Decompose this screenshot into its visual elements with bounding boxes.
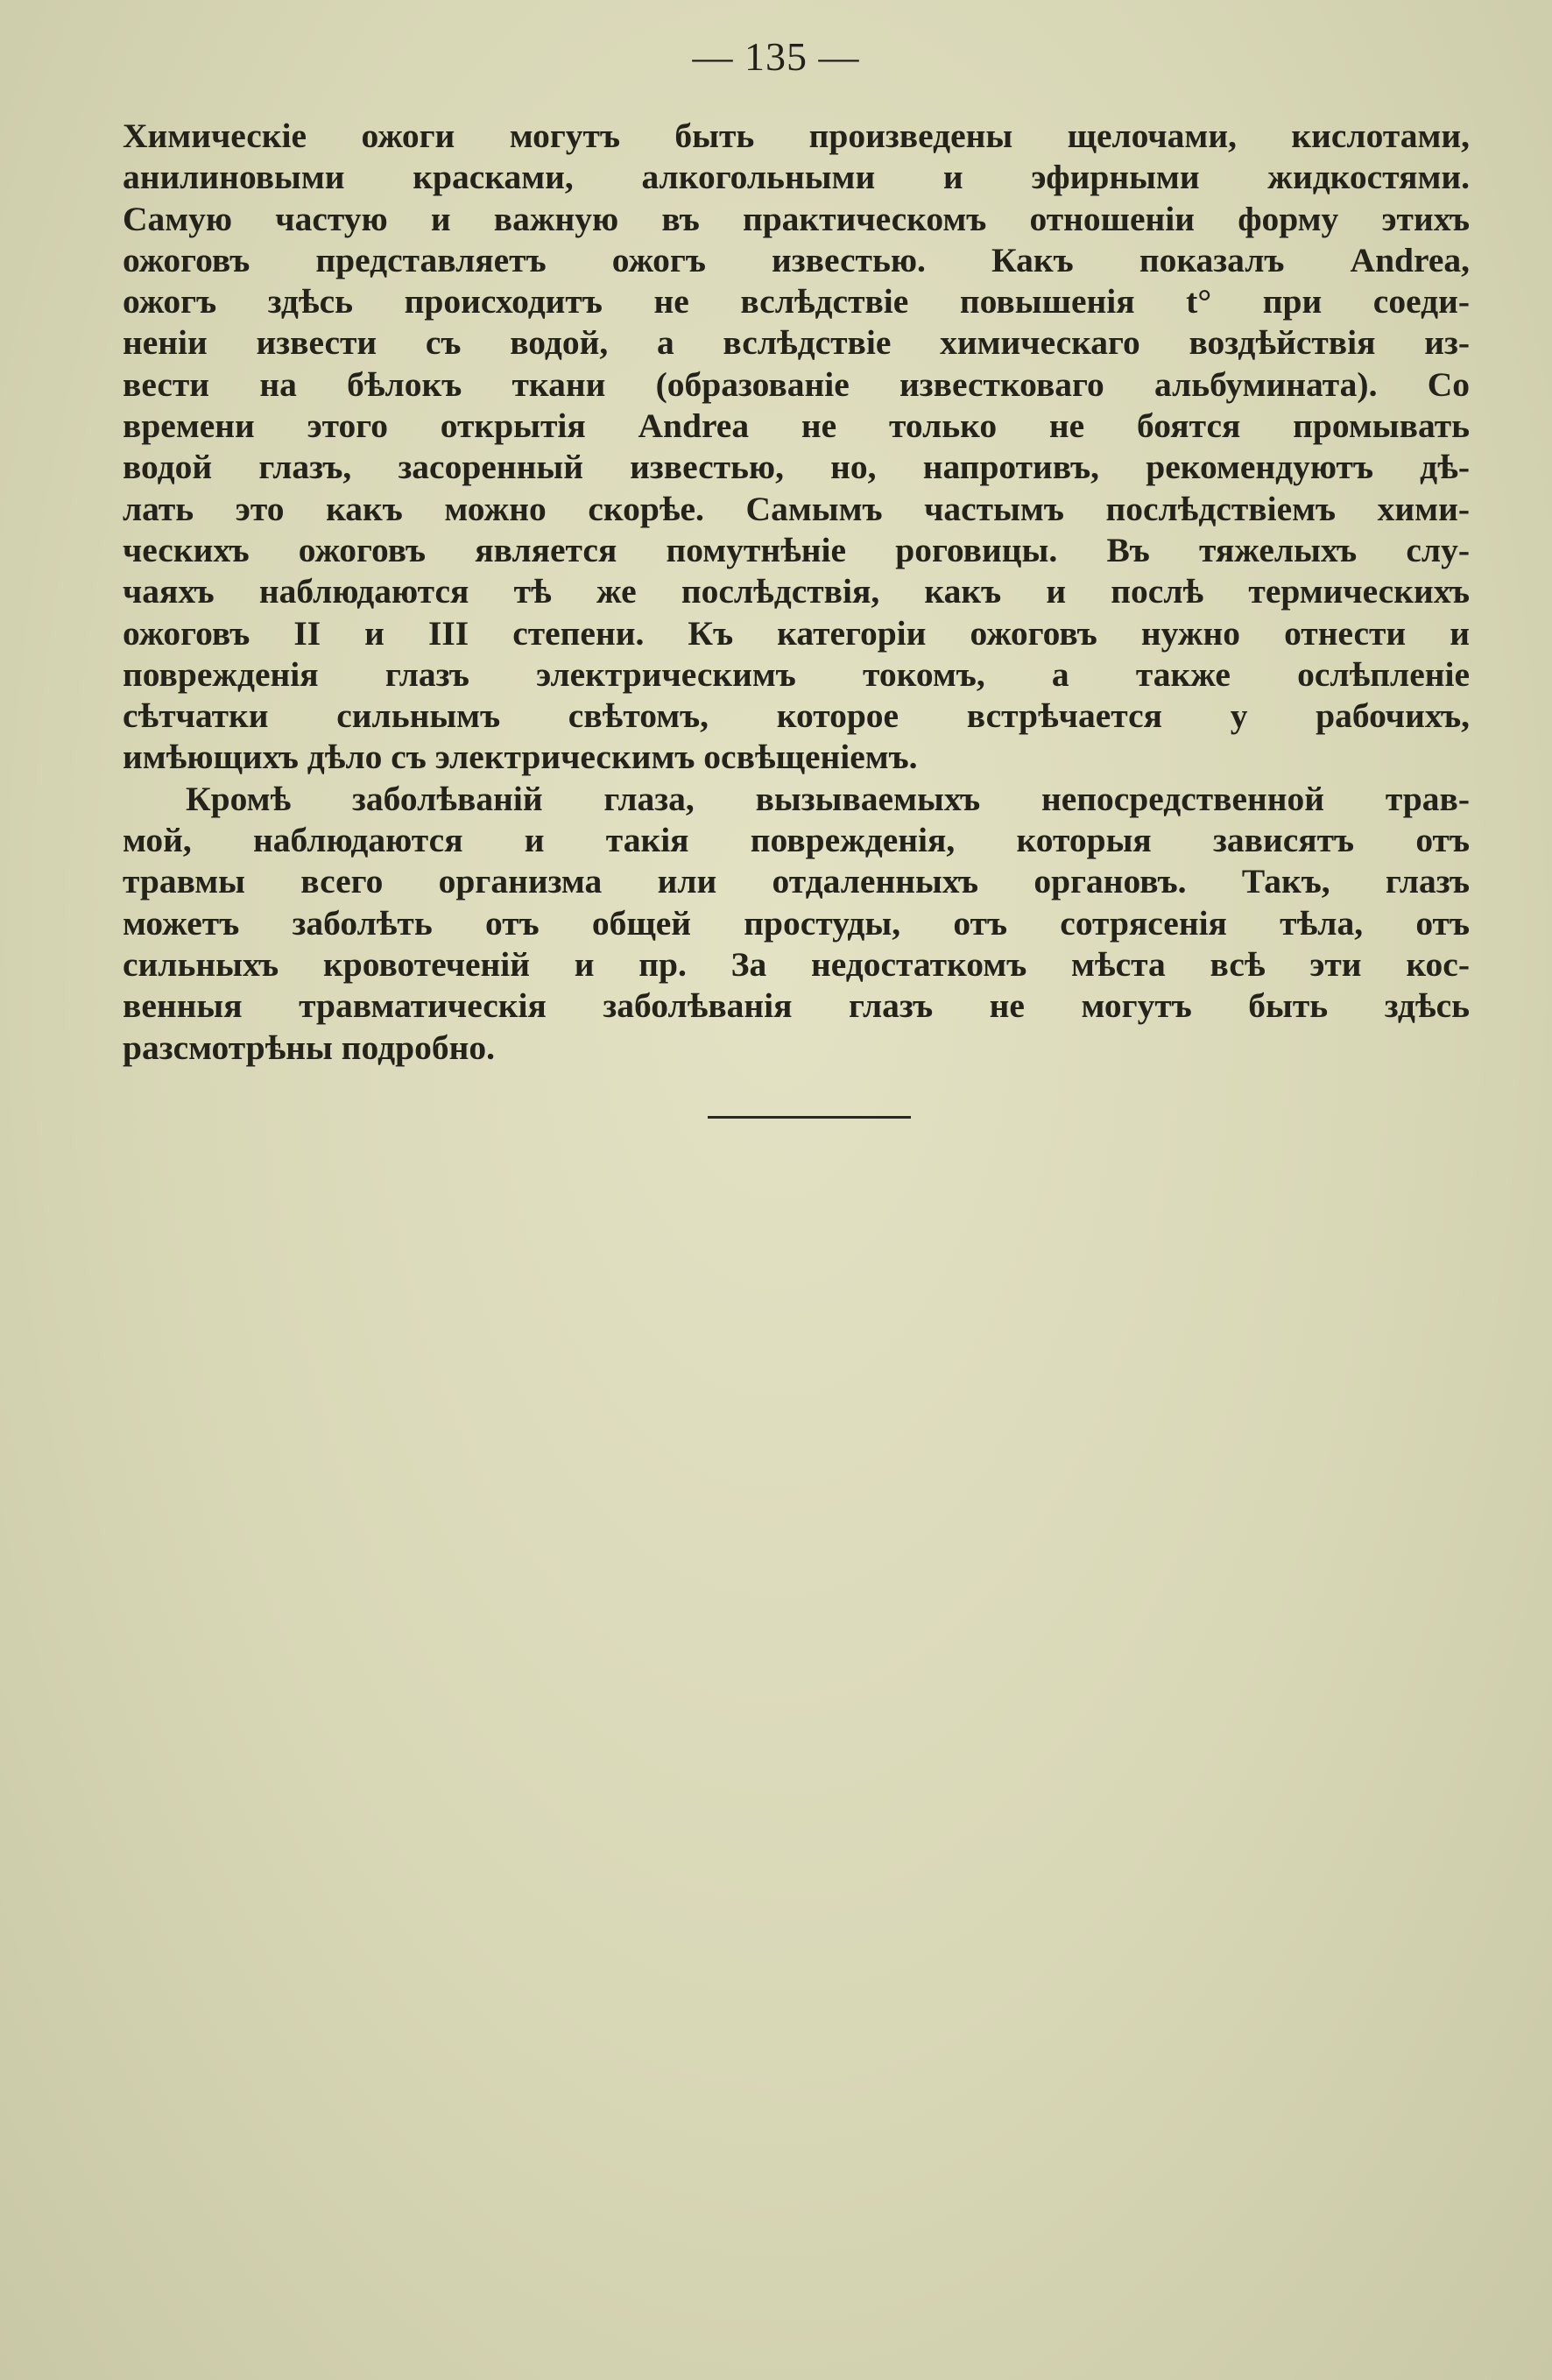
paragraph-indirect-trauma: [123, 779, 1470, 1069]
text-line: лать это какъ можно скорѣе. Самымъ частымъ послѣдствіемъ хими-: [123, 489, 1470, 528]
text-line: поврежденія глазъ электрическимъ токомъ, а также ослѣпленіе: [123, 654, 1470, 694]
text-line: Самую частую и важную въ практическомъ отношеніи форму этихъ: [123, 199, 1470, 238]
text-line: мой, наблюдаются и такія поврежденія, которыя зависятъ отъ: [123, 821, 1470, 860]
paragraph-chemical-burns: [123, 116, 1470, 779]
text-line: водой глазъ, засоренный известью, но, напротивъ, рекомендуютъ дѣ-: [123, 448, 1470, 487]
text-line: чаяхъ наблюдаются тѣ же послѣдствія, какъ и послѣ термическихъ: [123, 572, 1470, 611]
text-line: вести на бѣлокъ ткани (образованіе известковаго альбумината). Со: [123, 364, 1470, 404]
text-line: ческихъ ожоговъ является помутнѣніе роговицы. Въ тяжелыхъ слу-: [123, 530, 1470, 569]
text-line: можетъ заболѣть отъ общей простуды, отъ сотрясенія тѣла, отъ: [123, 903, 1470, 943]
section-end-rule: [708, 1116, 911, 1119]
text-line: ожоговъ II и III степени. Къ категоріи ожоговъ нужно отнести и: [123, 613, 1470, 653]
text-line: сильныхъ кровотеченій и пр. За недостаткомъ мѣста всѣ эти кос-: [123, 944, 1470, 984]
text-line: Кромѣ заболѣваній глаза, вызываемыхъ непосредственной трав-: [186, 779, 1470, 818]
text-line: ожогъ здѣсь происходитъ не вслѣдствіе повышенія t° при соеди-: [123, 282, 1470, 321]
body-text: [123, 116, 1470, 1069]
text-line: ожоговъ представляетъ ожогъ известью. Какъ показалъ Andrea,: [123, 240, 1470, 279]
text-line: травмы всего организма или отдаленныхъ органовъ. Такъ, глазъ: [123, 862, 1470, 901]
page-number: — 135 —: [692, 34, 860, 79]
text-line: Химическіе ожоги могутъ быть произведены щелочами, кислотами,: [123, 117, 1470, 155]
text-line: времени этого открытія Andrea не только не боятся промывать: [123, 406, 1470, 446]
text-line: сѣтчатки сильнымъ свѣтомъ, которое встрѣчается у рабочихъ,: [123, 696, 1470, 736]
text-line: венныя травматическія заболѣванія глазъ не могутъ быть здѣсь: [123, 986, 1470, 1026]
text-line: имѣющихъ дѣло съ электрическимъ освѣщеніемъ.: [123, 738, 918, 777]
text-line: неніи извести съ водой, а вслѣдствіе химическаго воздѣйствія из-: [123, 323, 1470, 363]
text-line: разсмотрѣны подробно.: [123, 1028, 495, 1067]
text-line: анилиновыми красками, алкогольными и эфирными жидкостями.: [123, 158, 1470, 197]
